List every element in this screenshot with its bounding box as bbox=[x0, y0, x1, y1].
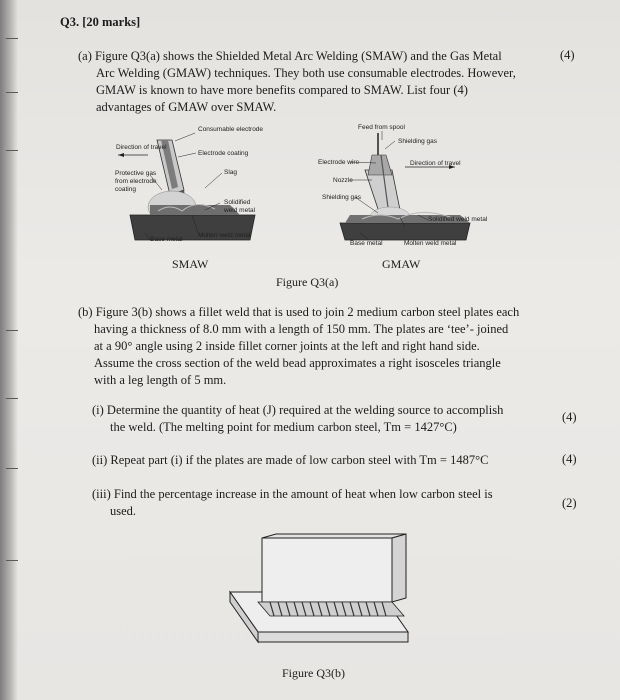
part-b-ii-marks: (4) bbox=[562, 452, 577, 466]
gmaw-label-base: Base metal bbox=[350, 240, 383, 247]
part-b-iii-line-1: (iii) Find the percentage increase in the amount of heat when low carbon steel is bbox=[92, 487, 493, 501]
figure-q3b-caption: Figure Q3(b) bbox=[282, 666, 345, 680]
smaw-label-protective-1: Protective gas bbox=[115, 170, 157, 177]
smaw-label-base: Base metal bbox=[150, 236, 183, 243]
smaw-caption: SMAW bbox=[172, 257, 209, 271]
smaw-label-solidified-1: Solidified bbox=[224, 199, 251, 206]
smaw-label-protective-3: coating bbox=[115, 186, 136, 193]
part-a-line-3: GMAW is known to have more benefits compared to SMAW. List four (4) bbox=[96, 83, 468, 97]
fillet-weld-bead bbox=[258, 602, 404, 616]
part-b-ii: (ii) Repeat part (i) if the plates are made of low carbon steel with Tm = 1487°C bbox=[92, 453, 489, 467]
ruled-margin-line bbox=[6, 398, 18, 399]
smaw-label-protective-2: from electrode bbox=[115, 178, 157, 185]
smaw-label-solidified-2: weld metal bbox=[224, 207, 256, 214]
part-b-i-marks: (4) bbox=[562, 410, 577, 424]
part-b-iii-line-2: used. bbox=[110, 504, 137, 518]
figure-q3b-drawing bbox=[0, 520, 620, 670]
gmaw-label-solidified: Solidified weld metal bbox=[428, 216, 488, 223]
part-a-line-2: Arc Welding (GMAW) techniques. They both use consumable electrodes. However, bbox=[96, 66, 516, 80]
part-b-i-line-1: (i) Determine the quantity of heat (J) required at the welding source to accomplish bbox=[92, 403, 504, 417]
smaw-label-slag: Slag bbox=[224, 169, 238, 176]
gmaw-diagram bbox=[340, 131, 470, 240]
gmaw-label-direction: Direction of travel bbox=[410, 160, 461, 167]
part-b-line-1: (b) Figure 3(b) shows a fillet weld that is used to join 2 medium carbon steel plates each bbox=[78, 305, 520, 319]
part-b-line-4: Assume the cross section of the weld bead approximates a right isosceles triangle bbox=[94, 356, 501, 370]
figure-q3a-caption: Figure Q3(a) bbox=[276, 275, 339, 289]
gmaw-label-wire: Electrode wire bbox=[318, 159, 360, 166]
gmaw-label-molten: Molten weld metal bbox=[404, 240, 457, 247]
gmaw-label-shielding-gas: Shielding gas bbox=[322, 194, 362, 201]
gmaw-label-nozzle: Nozzle bbox=[333, 177, 353, 184]
part-b-line-5: with a leg length of 5 mm. bbox=[94, 373, 227, 387]
ruled-margin-line bbox=[6, 468, 18, 469]
part-b-i-line-2: the weld. (The melting point for medium carbon steel, Tm = 1427°C) bbox=[110, 420, 457, 434]
smaw-label-coating: Electrode coating bbox=[198, 150, 249, 157]
part-a-line-4: advantages of GMAW over SMAW. bbox=[96, 100, 277, 114]
ruled-margin-line bbox=[6, 92, 18, 93]
smaw-label-direction: Direction of travel bbox=[116, 144, 167, 151]
part-b-line-2: having a thickness of 8.0 mm with a length of 150 mm. The plates are ‘tee’- joined bbox=[94, 322, 509, 336]
part-b-line-3: at a 90° angle using 2 inside fillet corner joints at the left and right hand side. bbox=[94, 339, 480, 353]
ruled-margin-line bbox=[6, 38, 18, 39]
smaw-label-molten: Molten weld metal bbox=[198, 232, 251, 239]
part-b-iii-marks: (2) bbox=[562, 496, 577, 510]
gmaw-caption: GMAW bbox=[382, 257, 421, 271]
part-a-line-1: (a) Figure Q3(a) shows the Shielded Metal Arc Welding (SMAW) and the Gas Metal bbox=[78, 49, 502, 63]
part-a-marks: (4) bbox=[560, 48, 575, 62]
gmaw-label-feed: Feed from spool bbox=[358, 124, 405, 131]
smaw-label-consumable: Consumable electrode bbox=[198, 126, 264, 133]
question-heading: Q3. [20 marks] bbox=[60, 15, 141, 29]
gmaw-label-shielding: Shielding gas bbox=[398, 138, 438, 145]
